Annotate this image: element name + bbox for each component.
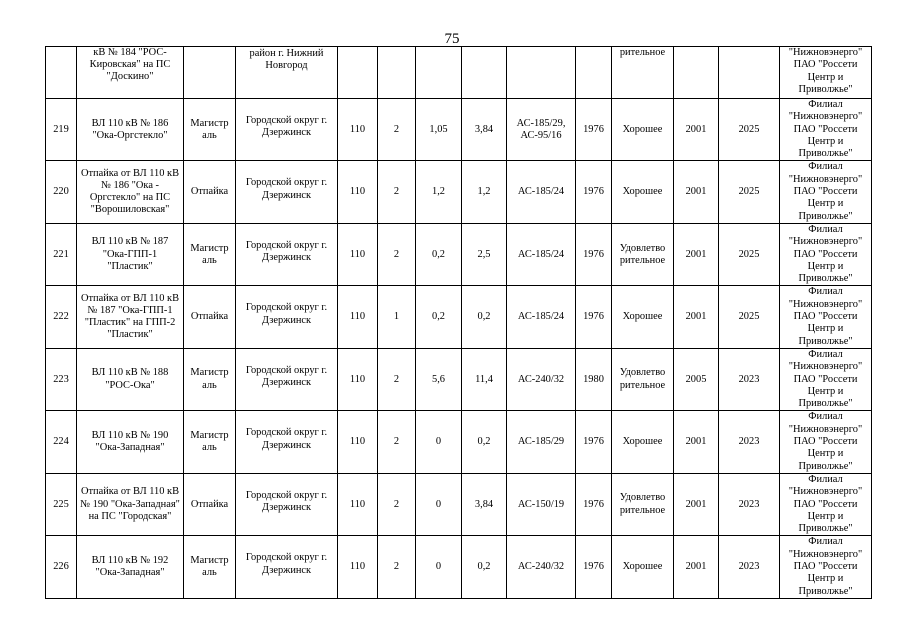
voltage-cell: 110 <box>338 536 378 598</box>
row-number-cell: 224 <box>46 411 77 473</box>
organization-cell: Филиал "Нижновэнерго" ПАО "Россети Центр и Приволжье" <box>780 223 872 285</box>
year-cell: 2001 <box>674 223 719 285</box>
circuits-cell: 2 <box>378 161 416 223</box>
year-built-cell: 1976 <box>576 473 612 535</box>
year-built-cell: 1976 <box>576 536 612 598</box>
year-cell: 2001 <box>674 161 719 223</box>
length-total-cell: 0,2 <box>462 286 507 348</box>
circuits-cell: 2 <box>378 473 416 535</box>
type-cell: Отпайка <box>184 286 236 348</box>
circuits-cell: 1 <box>378 286 416 348</box>
location-cell: Городской округ г. Дзержинск <box>236 411 338 473</box>
condition-cell: Удовлетво рительное <box>612 348 674 410</box>
circuits-cell: 2 <box>378 99 416 161</box>
location-cell: Городской округ г. Дзержинск <box>236 161 338 223</box>
line-name: ВЛ 110 кВ № 190 "Ока-Западная" <box>77 411 184 473</box>
year-planned-cell: 2025 <box>719 286 780 348</box>
location-cell: район г. Нижний Новгород <box>236 47 338 99</box>
page-number: 75 <box>444 31 460 47</box>
year-planned-cell: 2025 <box>719 99 780 161</box>
wire-brand-cell: АС-185/24 <box>507 161 576 223</box>
row-number-cell: 226 <box>46 536 77 598</box>
length-total-cell: 0,2 <box>462 411 507 473</box>
condition-cell: Хорошее <box>612 411 674 473</box>
year-cell: 2001 <box>674 286 719 348</box>
line-name: Отпайка от ВЛ 110 кВ № 190 "Ока-Западная" на ПС "Городская" <box>77 473 184 535</box>
circuits-cell: 2 <box>378 348 416 410</box>
voltage-cell: 110 <box>338 348 378 410</box>
table-row <box>46 286 872 348</box>
location-cell: Городской округ г. Дзержинск <box>236 473 338 535</box>
year-built-cell: 1976 <box>576 161 612 223</box>
condition-cell: рительное <box>612 47 674 99</box>
organization-cell: Филиал "Нижновэнерго" ПАО "Россети Центр и Приволжье" <box>780 348 872 410</box>
condition-cell: Хорошее <box>612 99 674 161</box>
wire-brand-cell: АС-185/29, АС-95/16 <box>507 99 576 161</box>
organization-cell: Филиал "Нижновэнерго" ПАО "Россети Центр и Приволжье" <box>780 161 872 223</box>
table-row <box>46 411 872 473</box>
length-cell: 0 <box>416 473 462 535</box>
table-row <box>46 536 872 598</box>
length-cell: 0 <box>416 536 462 598</box>
organization-cell: Филиал "Нижновэнерго" ПАО "Россети Центр и Приволжье" <box>780 473 872 535</box>
row-number-cell: 219 <box>46 99 77 161</box>
year-built-cell: 1980 <box>576 348 612 410</box>
organization-cell: Филиал "Нижновэнерго" ПАО "Россети Центр и Приволжье" <box>780 286 872 348</box>
year-built-cell: 1976 <box>576 286 612 348</box>
year-planned-cell: 2025 <box>719 161 780 223</box>
length-cell: 1,2 <box>416 161 462 223</box>
row-number-cell: 223 <box>46 348 77 410</box>
year-cell: 2001 <box>674 99 719 161</box>
year-cell: 2001 <box>674 536 719 598</box>
organization-cell: Филиал "Нижновэнерго" ПАО "Россети Центр и Приволжье" <box>780 411 872 473</box>
wire-brand-cell: АС-185/24 <box>507 286 576 348</box>
type-cell: Отпайка <box>184 473 236 535</box>
voltage-cell: 110 <box>338 473 378 535</box>
location-cell: Городской округ г. Дзержинск <box>236 536 338 598</box>
voltage-cell: 110 <box>338 99 378 161</box>
wire-brand-cell: АС-240/32 <box>507 348 576 410</box>
line-name: Отпайка от ВЛ 110 кВ № 186 "Ока - Оргстекло" на ПС "Ворошиловская" <box>77 161 184 223</box>
type-cell: Магистр аль <box>184 411 236 473</box>
year-planned-cell: 2023 <box>719 473 780 535</box>
table-row <box>46 161 872 223</box>
row-number-cell: 220 <box>46 161 77 223</box>
table-row <box>46 99 872 161</box>
length-total-cell: 11,4 <box>462 348 507 410</box>
condition-cell: Хорошее <box>612 286 674 348</box>
line-name: ВЛ 110 кВ № 187 "Ока-ГПП-1 "Пластик" <box>77 223 184 285</box>
length-cell: 0,2 <box>416 223 462 285</box>
length-cell: 0 <box>416 411 462 473</box>
wire-brand-cell: АС-185/29 <box>507 411 576 473</box>
condition-cell: Хорошее <box>612 536 674 598</box>
organization-cell: "Нижновэнерго" ПАО "Россети Центр и Приволжье" <box>780 47 872 99</box>
type-cell: Магистр аль <box>184 348 236 410</box>
voltage-cell: 110 <box>338 411 378 473</box>
length-total-cell: 3,84 <box>462 473 507 535</box>
voltage-cell: 110 <box>338 286 378 348</box>
wire-brand-cell: АС-150/19 <box>507 473 576 535</box>
row-number-cell: 225 <box>46 473 77 535</box>
length-total-cell: 2,5 <box>462 223 507 285</box>
location-cell: Городской округ г. Дзержинск <box>236 286 338 348</box>
length-cell: 1,05 <box>416 99 462 161</box>
type-cell: Отпайка <box>184 161 236 223</box>
year-built-cell: 1976 <box>576 223 612 285</box>
wire-brand-cell: АС-185/24 <box>507 223 576 285</box>
year-cell: 2005 <box>674 348 719 410</box>
year-planned-cell: 2023 <box>719 348 780 410</box>
table-row <box>46 223 872 285</box>
location-cell: Городской округ г. Дзержинск <box>236 348 338 410</box>
length-cell: 0,2 <box>416 286 462 348</box>
location-cell: Городской округ г. Дзержинск <box>236 223 338 285</box>
line-name: ВЛ 110 кВ № 188 "РОС-Ока" <box>77 348 184 410</box>
condition-cell: Удовлетво рительное <box>612 473 674 535</box>
table-row <box>46 47 872 99</box>
table-row <box>46 348 872 410</box>
length-total-cell: 1,2 <box>462 161 507 223</box>
line-name: кВ № 184 "РОС-Кировская" на ПС "Доскино" <box>77 47 184 99</box>
location-cell: Городской округ г. Дзержинск <box>236 99 338 161</box>
year-cell: 2001 <box>674 411 719 473</box>
circuits-cell: 2 <box>378 223 416 285</box>
row-number-cell: 221 <box>46 223 77 285</box>
line-name: ВЛ 110 кВ № 186 "Ока-Оргстекло" <box>77 99 184 161</box>
condition-cell: Удовлетво рительное <box>612 223 674 285</box>
year-built-cell: 1976 <box>576 411 612 473</box>
table-row <box>46 473 872 535</box>
line-name: Отпайка от ВЛ 110 кВ № 187 "Ока-ГПП-1 "Пластик" на ГПП-2 "Пластик" <box>77 286 184 348</box>
circuits-cell: 2 <box>378 536 416 598</box>
wire-brand-cell: АС-240/32 <box>507 536 576 598</box>
row-number-cell: 222 <box>46 286 77 348</box>
type-cell: Магистр аль <box>184 99 236 161</box>
organization-cell: Филиал "Нижновэнерго" ПАО "Россети Центр и Приволжье" <box>780 536 872 598</box>
type-cell: Магистр аль <box>184 536 236 598</box>
organization-cell: Филиал "Нижновэнерго" ПАО "Россети Центр и Приволжье" <box>780 99 872 161</box>
length-total-cell: 0,2 <box>462 536 507 598</box>
year-planned-cell: 2025 <box>719 223 780 285</box>
length-cell: 5,6 <box>416 348 462 410</box>
voltage-cell: 110 <box>338 161 378 223</box>
year-cell: 2001 <box>674 473 719 535</box>
condition-cell: Хорошее <box>612 161 674 223</box>
circuits-cell: 2 <box>378 411 416 473</box>
line-name: ВЛ 110 кВ № 192 "Ока-Западная" <box>77 536 184 598</box>
voltage-cell: 110 <box>338 223 378 285</box>
year-planned-cell: 2023 <box>719 411 780 473</box>
power-lines-table <box>45 46 872 599</box>
type-cell: Магистр аль <box>184 223 236 285</box>
year-built-cell: 1976 <box>576 99 612 161</box>
year-planned-cell: 2023 <box>719 536 780 598</box>
length-total-cell: 3,84 <box>462 99 507 161</box>
